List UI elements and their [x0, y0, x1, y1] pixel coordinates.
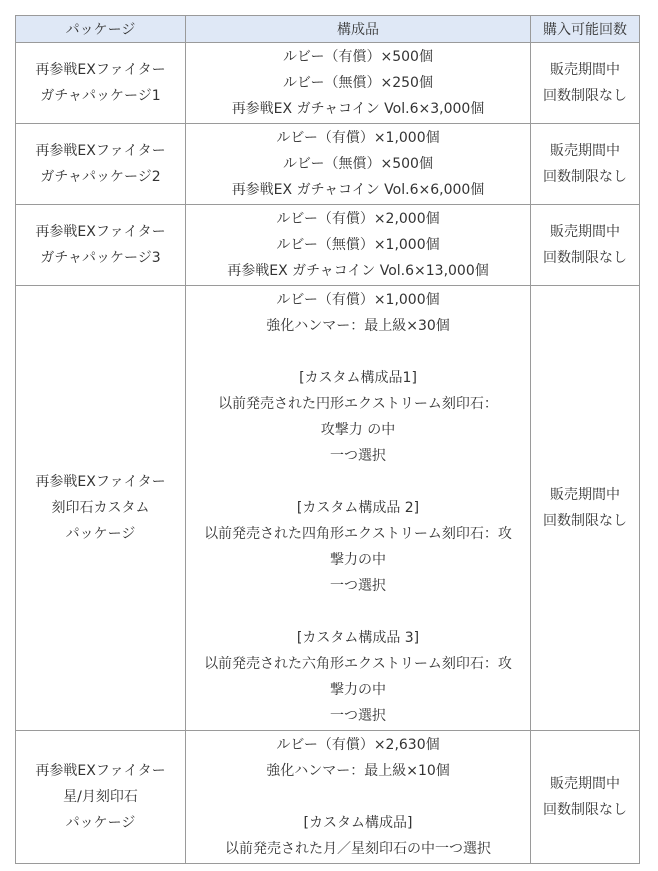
- contents-line: 以前発売された六角形エクストリーム刻印石：攻: [204, 656, 512, 672]
- blank-line: [186, 599, 530, 625]
- package-name-line: 再参戦EXファイター: [35, 224, 166, 240]
- purchase-limit-line: 回数制限なし: [543, 88, 627, 104]
- contents-line: 再参戦EX ガチャコイン Vol.6×6,000個: [231, 182, 485, 198]
- package-table: [15, 15, 640, 864]
- table-row: [16, 43, 640, 124]
- package-name-line: 再参戦EXファイター: [35, 763, 166, 779]
- contents-cell: [186, 124, 531, 205]
- contents-line: 撃力の中: [330, 682, 386, 698]
- purchase-limit-cell: [531, 286, 640, 731]
- header-purchase-limit: 購入可能回数: [531, 16, 640, 43]
- contents-line: [カスタム構成品 3]: [296, 630, 420, 646]
- contents-cell: [186, 43, 531, 124]
- package-name-line: 再参戦EXファイター: [35, 62, 166, 78]
- package-name-line: パッケージ: [65, 815, 136, 831]
- package-name-cell: [16, 205, 186, 286]
- contents-line: 強化ハンマー：最上級×30個: [266, 318, 450, 334]
- package-name-line: ガチャパッケージ2: [40, 169, 161, 185]
- purchase-limit-cell: [531, 731, 640, 864]
- purchase-limit-line: 回数制限なし: [543, 802, 627, 818]
- package-table-container: [15, 15, 639, 864]
- package-name-line: 再参戦EXファイター: [35, 143, 166, 159]
- contents-line: ルビー（有償）×1,000個: [276, 130, 440, 146]
- table-row: [16, 286, 640, 731]
- table-row: [16, 124, 640, 205]
- purchase-limit-line: 販売期間中: [550, 776, 620, 792]
- package-name-cell: [16, 731, 186, 864]
- contents-line: 撃力の中: [330, 552, 386, 568]
- contents-line: 一つ選択: [330, 448, 386, 464]
- package-name-cell: [16, 43, 186, 124]
- purchase-limit-line: 販売期間中: [550, 143, 620, 159]
- contents-line: ルビー（有償）×2,000個: [276, 211, 440, 227]
- package-name-line: 再参戦EXファイター: [35, 474, 166, 490]
- contents-line: 再参戦EX ガチャコイン Vol.6×13,000個: [227, 263, 489, 279]
- contents-line: 以前発売された円形エクストリーム刻印石：: [218, 396, 498, 412]
- contents-line: [カスタム構成品1]: [299, 370, 417, 386]
- purchase-limit-line: 回数制限なし: [543, 250, 627, 266]
- blank-line: [186, 784, 530, 810]
- package-name-line: ガチャパッケージ3: [40, 250, 161, 266]
- contents-line: 再参戦EX ガチャコイン Vol.6×3,000個: [231, 101, 485, 117]
- purchase-limit-cell: [531, 43, 640, 124]
- package-name-line: ガチャパッケージ1: [40, 88, 161, 104]
- table-row: [16, 731, 640, 864]
- contents-cell: [186, 286, 531, 731]
- header-row: [16, 16, 640, 43]
- contents-line: [カスタム構成品]: [303, 815, 413, 831]
- package-name-line: 星/月刻印石: [63, 789, 138, 805]
- header-contents: 構成品: [186, 16, 531, 43]
- header-package: パッケージ: [16, 16, 186, 43]
- contents-cell: [186, 205, 531, 286]
- contents-line: 一つ選択: [330, 578, 386, 594]
- contents-line: [カスタム構成品 2]: [296, 500, 420, 516]
- contents-line: ルビー（無償）×250個: [283, 75, 433, 91]
- table-row: [16, 205, 640, 286]
- contents-line: ルビー（有償）×1,000個: [276, 292, 440, 308]
- contents-line: ルビー（有償）×2,630個: [276, 737, 440, 753]
- contents-line: 以前発売された月／星刻印石の中一つ選択: [225, 841, 491, 857]
- contents-cell: [186, 731, 531, 864]
- purchase-limit-line: 回数制限なし: [543, 169, 627, 185]
- contents-line: 強化ハンマー：最上級×10個: [266, 763, 450, 779]
- package-name-cell: [16, 286, 186, 731]
- purchase-limit-cell: [531, 205, 640, 286]
- contents-line: 以前発売された四角形エクストリーム刻印石：攻: [204, 526, 512, 542]
- contents-line: ルビー（有償）×500個: [283, 49, 433, 65]
- package-name-cell: [16, 124, 186, 205]
- contents-line: 一つ選択: [330, 708, 386, 724]
- purchase-limit-line: 販売期間中: [550, 487, 620, 503]
- blank-line: [186, 469, 530, 495]
- blank-line: [186, 339, 530, 365]
- purchase-limit-cell: [531, 124, 640, 205]
- purchase-limit-line: 販売期間中: [550, 62, 620, 78]
- purchase-limit-line: 販売期間中: [550, 224, 620, 240]
- contents-line: 攻撃力 の中: [320, 422, 396, 438]
- contents-line: ルビー（無償）×500個: [283, 156, 433, 172]
- purchase-limit-line: 回数制限なし: [543, 513, 627, 529]
- contents-line: ルビー（無償）×1,000個: [276, 237, 440, 253]
- package-name-line: 刻印石カスタム: [51, 500, 150, 516]
- package-name-line: パッケージ: [65, 526, 136, 542]
